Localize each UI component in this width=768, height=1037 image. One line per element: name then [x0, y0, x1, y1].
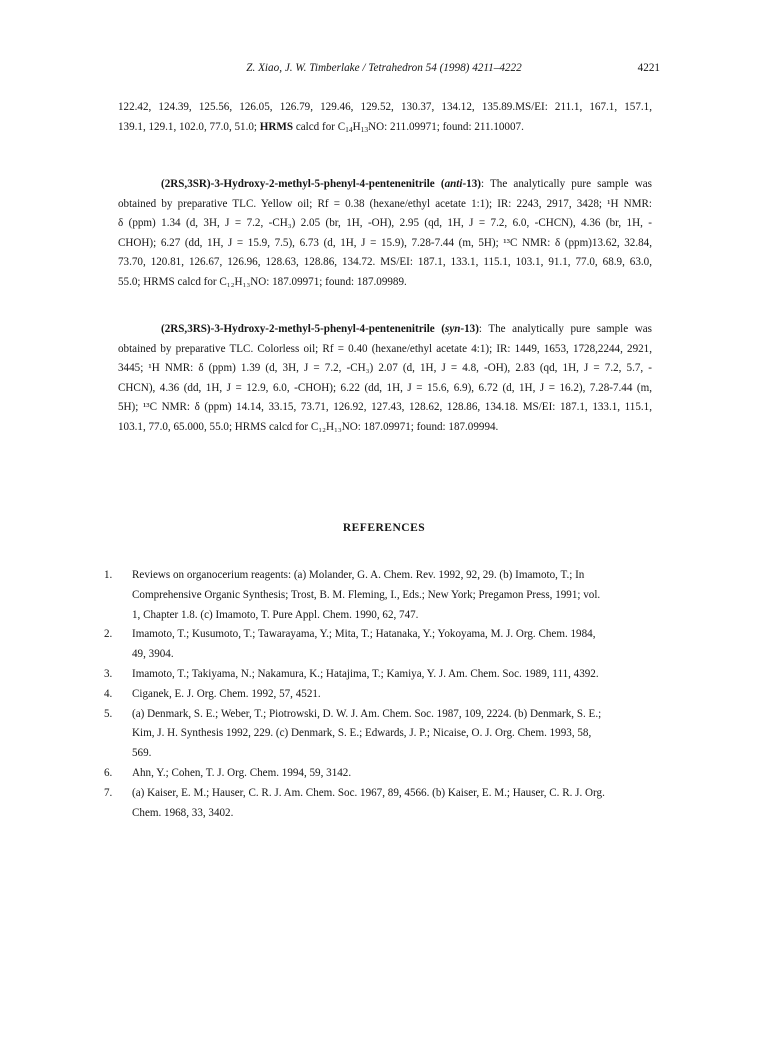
- text-line: 122.42, 124.39, 125.56, 126.05, 126.79, 129.46, 129.52, 130.37, 134.12, 135.89.MS/EI: 211.1, 167.1, 157.1,: [118, 101, 652, 113]
- reference-line: Ciganek, E. J. Org. Chem. 1992, 57, 4521.: [132, 687, 321, 700]
- text-line: CHOH); 6.27 (dd, 1H, J = 15.9, 7.5), 6.73 (d, 1H, J = 15.9), 7.28-7.44 (m, 5H); ¹³C NMR: δ (ppm)13.62, 32.84,: [118, 236, 652, 249]
- reference-item: [104, 665, 663, 685]
- reference-line: Ahn, Y.; Cohen, T. J. Org. Chem. 1994, 59, 3142.: [132, 766, 352, 779]
- reference-line: (a) Denmark, S. E.; Weber, T.; Piotrowski, D. W. J. Am. Chem. Soc. 1987, 109, 2224. (b) Denmark, S. E.;: [132, 707, 602, 720]
- text-line: 55.0; HRMS calcd for C₁₂H₁₃NO: 187.09971; found: 187.09989.: [118, 275, 407, 288]
- running-title: Z. Xiao, J. W. Timberlake / Tetrahedron 54 (1998) 4211–4222: [246, 62, 522, 74]
- compound-heading-line: (2RS,3SR)-3-Hydroxy-2-methyl-5-phenyl-4-pentenenitrile (anti-13): The analytically pure sample was: [161, 178, 653, 190]
- compound-entry-syn-13: [118, 320, 652, 438]
- reference-line: Kim, J. H. Synthesis 1992, 229. (c) Denmark, S. E.; Edwards, J. P.; Nicaise, O. J. Org. Chem. 1993, 58,: [132, 727, 592, 740]
- reference-number: 6.: [104, 766, 113, 779]
- reference-number: 7.: [104, 786, 113, 799]
- reference-item: [104, 566, 663, 625]
- page-number: 4221: [637, 62, 660, 74]
- reference-item: [104, 625, 663, 665]
- compound-name: (2RS,3SR)-3-Hydroxy-2-methyl-5-phenyl-4-pentenenitrile: [161, 178, 435, 190]
- references-heading: REFERENCES: [342, 522, 426, 534]
- text-line: obtained by preparative TLC. Yellow oil; Rf = 0.38 (hexane/ethyl acetate 1:1); IR: 2243, 2917, 3428; ¹H NMR:: [118, 197, 652, 210]
- reference-list: [104, 566, 663, 823]
- text-line: 139.1, 129.1, 102.0, 77.0, 51.0; HRMS calcd for $C_{14}H_{13}NO$: 211.09971; found: 211.10007.: [118, 120, 524, 134]
- reference-number: 2.: [104, 628, 113, 641]
- text-line: 103.1, 77.0, 65.000, 55.0; HRMS calcd for C₁₂H₁₃NO: 187.09971; found: 187.09994.: [118, 420, 499, 433]
- reference-line: Imamoto, T.; Takiyama, N.; Nakamura, K.; Hatajima, T.; Kamiya, Y. J. Am. Chem. Soc. 1989, 111, 4392.: [132, 667, 599, 680]
- compound-entry-anti-13: [118, 175, 652, 293]
- reference-line: 49, 3904.: [132, 648, 174, 661]
- reference-item: [104, 705, 663, 764]
- reference-line: Chem. 1968, 33, 3402.: [132, 806, 234, 819]
- text-line: obtained by preparative TLC. Colorless oil; Rf = 0.40 (hexane/ethyl acetate 4:1); IR: 1449, 1653, 1728,2244, 2921,: [118, 342, 652, 355]
- running-head: [0, 62, 768, 78]
- reference-line: 1, Chapter 1.8. (c) Imamoto, T. Pure Appl. Chem. 1990, 62, 747.: [132, 608, 419, 621]
- text-line: δ (ppm) 1.34 (d, 3H, J = 7.2, -CH₃) 2.05 (br, 1H, -OH), 2.95 (qd, 1H, J = 7.2, 6.0, -CHCN), 4.36 (br, 1H, -: [118, 217, 652, 230]
- reference-line: Reviews on organocerium reagents: (a) Molander, G. A. Chem. Rev. 1992, 92, 29. (b) Imamoto, T.; In: [132, 569, 585, 581]
- reference-number: 3.: [104, 667, 113, 680]
- reference-item: [104, 764, 663, 784]
- text-line: 73.70, 120.81, 126.67, 126.96, 128.63, 128.86, 134.72. MS/EI: 187.1, 133.1, 115.1, 103.1, 91.1, 77.0, 68.9, 63.0,: [118, 256, 652, 269]
- reference-number: 1.: [104, 569, 113, 581]
- compound-name: (2RS,3RS)-3-Hydroxy-2-methyl-5-phenyl-4-pentenenitrile: [161, 323, 435, 335]
- reference-line: (a) Kaiser, E. M.; Hauser, C. R. J. Am. Chem. Soc. 1967, 89, 4566. (b) Kaiser, E. M.; Hauser, C. R. J. Org.: [132, 786, 605, 799]
- reference-item: [104, 784, 663, 824]
- reference-line: Imamoto, T.; Kusumoto, T.; Tawarayama, Y.; Mita, T.; Hatanaka, Y.; Yokoyama, M. J. Org. Chem. 1984,: [132, 628, 596, 641]
- reference-number: 4.: [104, 687, 113, 700]
- text-line: 5H); ¹³C NMR: δ (ppm) 14.14, 33.15, 73.71, 126.92, 127.43, 128.62, 128.86, 134.18. MS/EI: 187.1, 133.1, 115.1,: [118, 401, 652, 414]
- reference-line: 569.: [132, 747, 152, 760]
- nmr-data-continuation: [118, 98, 652, 137]
- reference-number: 5.: [104, 707, 113, 720]
- reference-line: Comprehensive Organic Synthesis; Trost, B. M. Fleming, I., Eds.; New York; Pregamon Press, 1991; vol.: [132, 588, 601, 601]
- text-line: 3445; ¹H NMR: δ (ppm) 1.39 (d, 3H, J = 7.2, -CH₃) 2.07 (d, 1H, J = 4.8, -OH), 2.83 (qd, 1H, J = 7.2, 5.7, -: [118, 362, 652, 375]
- reference-item: [104, 685, 663, 705]
- text-line: CHCN), 4.36 (dd, 1H, J = 12.9, 6.0, -CHOH); 6.22 (dd, 1H, J = 15.6, 6.9), 6.72 (d, 1H, J = 16.2), 7.28-7.44 (m,: [118, 381, 652, 394]
- compound-heading-line: (2RS,3RS)-3-Hydroxy-2-methyl-5-phenyl-4-pentenenitrile (syn-13): The analytically pure sample was: [161, 323, 652, 335]
